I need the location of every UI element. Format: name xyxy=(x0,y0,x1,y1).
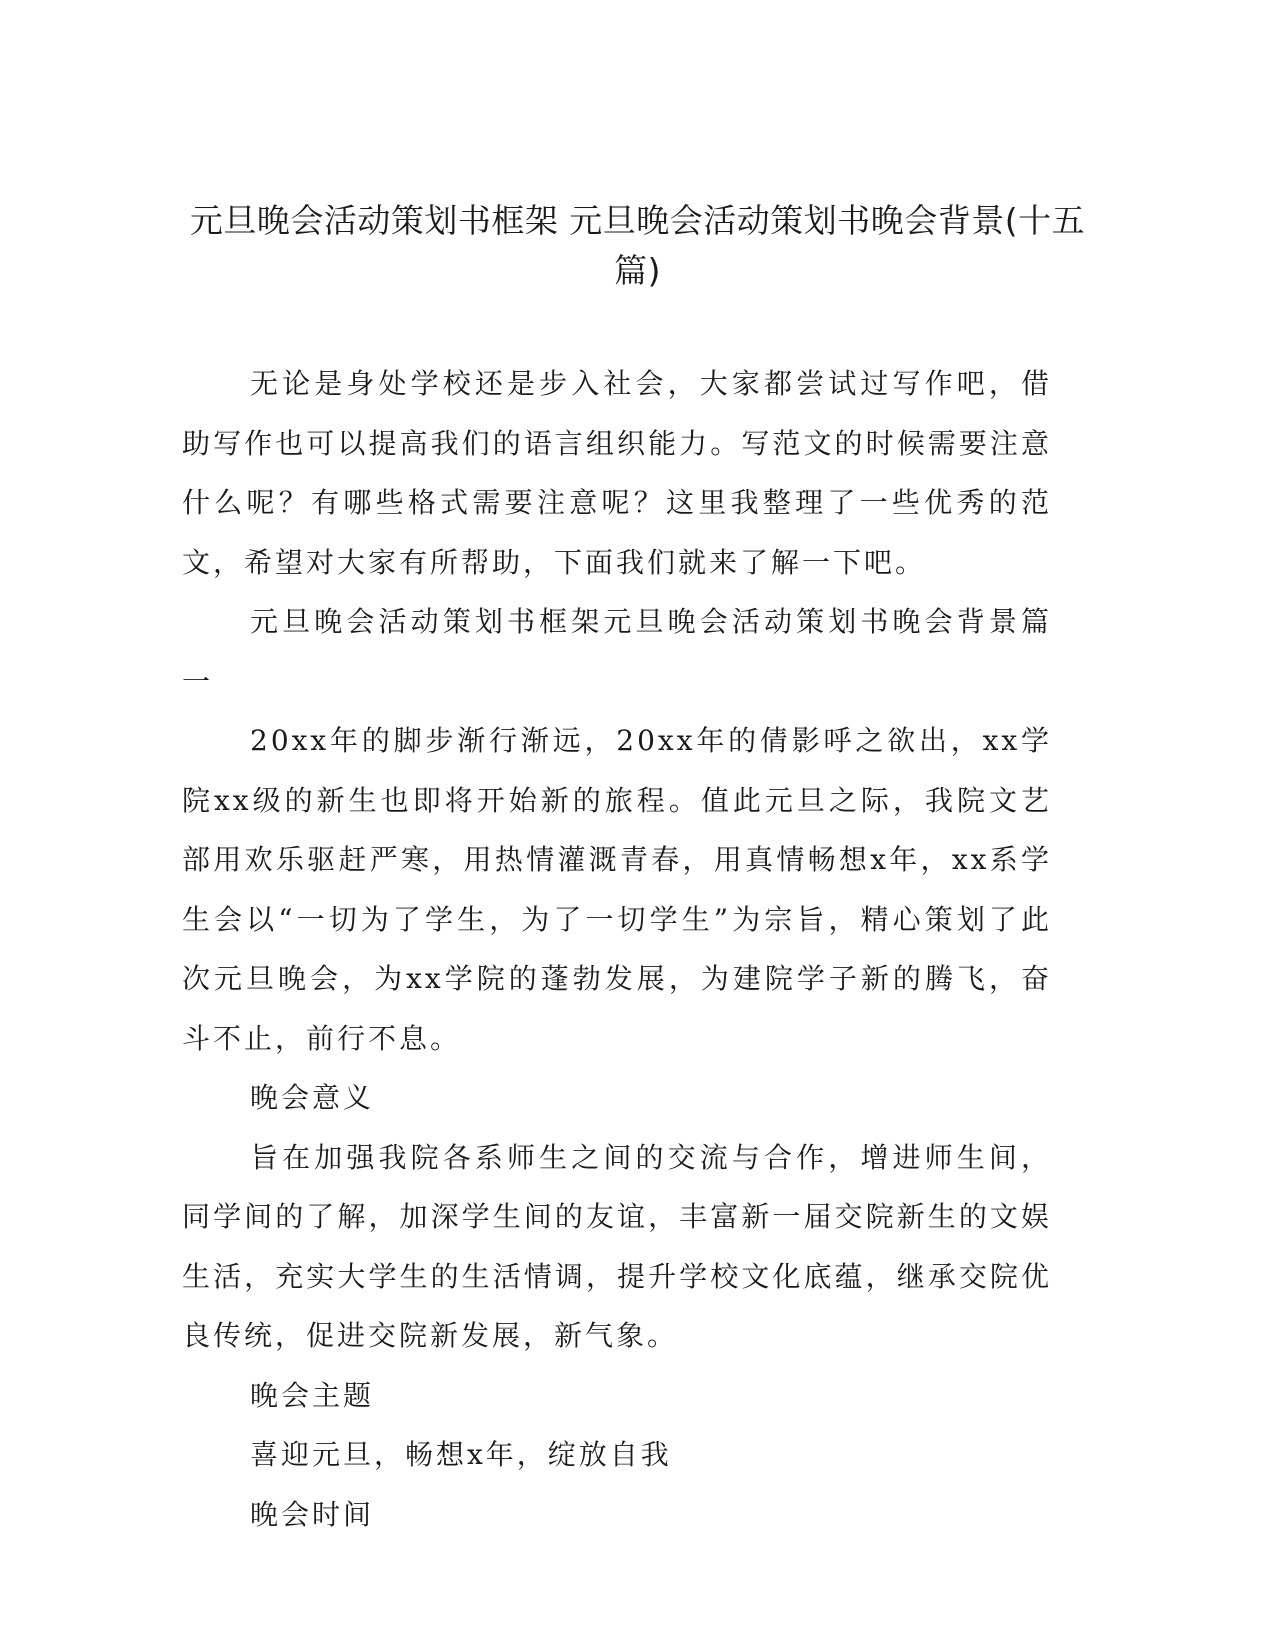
section-heading-theme: 晚会主题 xyxy=(250,1378,375,1412)
section-heading-time: 晚会时间 xyxy=(250,1497,375,1531)
document-title: 元旦晚会活动策划书框架 元旦晚会活动策划书晚会背景(十五篇) xyxy=(189,201,1086,290)
section-heading-significance: 晚会意义 xyxy=(250,1081,375,1114)
intro-paragraph: 无论是身处学校还是步入社会，大家都尝试过写作吧，借助写作也可以提高我们的语言组织能力。写范文的时候需要注意什么呢？有哪些格式需要注意呢？这里我整理了一些优秀的范文，希望对大家有所帮助，下面我们就来了解一下吧。 xyxy=(182,367,1052,579)
significance-paragraph: 旨在加强我院各系师生之间的交流与合作，增进师生间，同学间的了解，加深学生间的友谊，丰富新一届交院新生的文娱生活，充实大学生的生活情调，提升学校文化底蕴，继承交院优良传统，促进交院新发展，新气象。 xyxy=(182,1140,1052,1352)
background-paragraph: 20xx年的脚步渐行渐远，20xx年的倩影呼之欲出，xx学院xx级的新生也即将开始新的旅程。值此元旦之际，我院文艺部用欢乐驱赶严寒，用热情灌溉青春，用真情畅想x年，xx系学生会以“一切为了学生，为了一切学生”为宗旨，精心策划了此次元旦晚会，为xx学院的蓬勃发展，为建院学子新的腾飞，奋斗不止，前行不息。 xyxy=(182,724,1052,1055)
theme-paragraph: 喜迎元旦，畅想x年，绽放自我 xyxy=(250,1438,672,1471)
document-body xyxy=(182,354,1052,1544)
section-heading-part-one: 元旦晚会活动策划书框架元旦晚会活动策划书晚会背景篇一 xyxy=(182,605,1052,698)
